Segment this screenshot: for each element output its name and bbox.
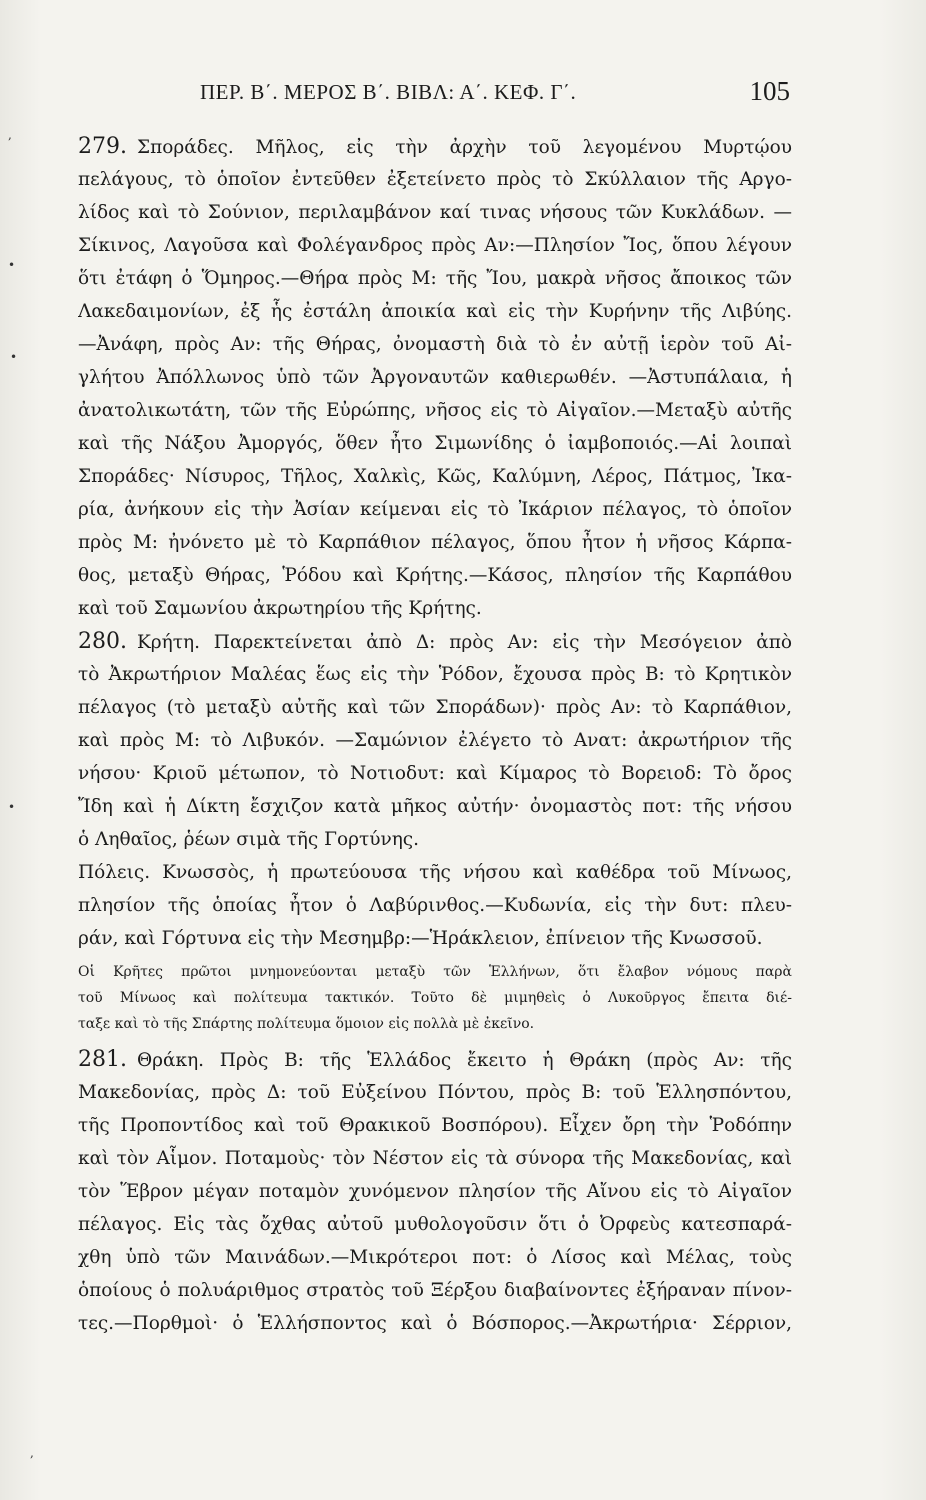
margin-mark: ,: [30, 1446, 34, 1460]
text-line: γλήτου Ἀπόλλωνος ὑπὸ τῶν Ἀργοναυτῶν καθιερωθέν. —Ἀστυπάλαια, ἡ: [78, 367, 792, 388]
running-head: ΠΕΡ. Β΄. ΜΕΡΟΣ Β΄. ΒΙΒΛ: Α΄. ΚΕΦ. Γ΄.: [200, 80, 577, 104]
text-line: πέλαγος (τὸ μεταξὺ αὐτῆς καὶ τῶν Σποράδων)· πρὸς Αν: τὸ Καρπάθιον,: [78, 697, 792, 718]
text-line: τὸ Ἀκρωτήριον Μαλέας ἕως εἰς τὴν Ῥόδον, ἔχουσα πρὸς Β: τὸ Κρητικὸν: [78, 664, 792, 685]
text-line: χθη ὑπὸ τῶν Μαινάδων.—Μικρότεροι ποτ: ὁ Λίσος καὶ Μέλας, τοὺς: [78, 1247, 792, 1268]
text-line: τες.—Πορθμοὶ· ὁ Ἑλλήσποντος καὶ ὁ Βόσπορος.—Ἀκρωτήρια· Σέρριον,: [78, 1313, 792, 1334]
text-line: πρὸς Μ: ἠνόνετο μὲ τὸ Καρπάθιον πέλαγος, ὅπου ἦτον ἡ νῆσος Κάρπα-: [78, 532, 792, 553]
text-line: λίδος καὶ τὸ Σούνιον, περιλαμβάνον καί τινας νήσους τῶν Κυκλάδων. —: [78, 202, 792, 223]
section-number: 279.: [78, 134, 127, 159]
section-279: [78, 130, 792, 625]
section-number: 280.: [78, 629, 127, 654]
text-line: 280. Κρήτη. Παρεκτείνεται ἀπὸ Δ: πρὸς Αν: εἰς τὴν Μεσόγειον ἀπὸ: [78, 629, 792, 654]
text-line: 281. Θράκη. Πρὸς Β: τῆς Ἑλλάδος ἔκειτο ἡ Θράκη (πρὸς Αν: τῆς: [78, 1047, 792, 1072]
text-line: ἀνατολικωτάτη, τῶν τῆς Εὐρώπης, νῆσος εἰς τὸ Αἰγαῖον.—Μεταξὺ αὐτῆς: [78, 400, 792, 421]
text-line: Ἴδη καὶ ἡ Δίκτη ἔσχιζον κατὰ μῆκος αὐτήν· ὀνομαστὸς ποτ: τῆς νήσου: [78, 796, 792, 817]
section-281: [78, 1043, 792, 1340]
text-line: ὁποίους ὁ πολυάριθμος στρατὸς τοῦ Ξέρξου διαβαίνοντες ἐξήραναν πίνον-: [78, 1280, 792, 1301]
text-line: Λακεδαιμονίων, ἐξ ἧς ἐστάλη ἀποικία καὶ εἰς τὴν Κυρήνην τῆς Λιβύης.: [78, 301, 792, 322]
text-line: ὁ Ληθαῖος, ῥέων σιμὰ τῆς Γορτύνης.: [78, 829, 420, 850]
note-line: ταξε καὶ τὸ τῆς Σπάρτης πολίτευμα ὅμοιον εἰς πολλὰ μὲ ἐκεῖνο.: [78, 1016, 535, 1032]
text-line: πελάγους, τὸ ὁποῖον ἐντεῦθεν ἐξετείνετο πρὸς τὸ Σκύλλαιον τῆς Αργο-: [78, 169, 792, 190]
margin-mark: •: [8, 258, 16, 272]
footnote: [78, 959, 792, 1037]
text-line: θος, μεταξὺ Θήρας, Ῥόδου καὶ Κρήτης.—Κάσος, πλησίον τῆς Καρπάθου: [78, 565, 792, 586]
text-line: ράν, καὶ Γόρτυνα εἰς τὴν Μεσημβρ:—Ἡράκλειον, ἐπίνειον τῆς Κνωσσοῦ.: [78, 928, 763, 949]
text-line: νήσου· Κριοῦ μέτωπον, τὸ Νοτιοδυτ: καὶ Κίμαρος τὸ Βορειοδ: Τὸ ὄρος: [78, 763, 792, 784]
text-line: Σποράδες· Νίσυρος, Τῆλος, Χαλκὶς, Κῶς, Καλύμνη, Λέρος, Πάτμος, Ἰκα-: [78, 466, 792, 487]
page-header: [200, 76, 790, 114]
text-line: καὶ τῆς Νάξου Ἀμοργός, ὅθεν ἦτο Σιμωνίδης ὁ ἰαμβοποιός.—Αἱ λοιπαὶ: [78, 433, 792, 454]
text-line: ρία, ἀνήκουν εἰς τὴν Ἀσίαν κείμεναι εἰς τὸ Ἰκάριον πέλαγος, τὸ ὁποῖον: [78, 499, 792, 520]
body-text: [78, 130, 792, 1340]
text-line: καὶ τὸν Αἷμον. Ποταμοὺς· τὸν Νέστον εἰς τὰ σύνορα τῆς Μακεδονίας, καὶ: [78, 1148, 792, 1169]
text-line: Μακεδονίας, πρὸς Δ: τοῦ Εὐξείνου Πόντου, πρὸς Β: τοῦ Ἑλλησπόντου,: [78, 1082, 792, 1103]
margin-mark: •: [10, 350, 18, 364]
section-number: 281.: [78, 1047, 127, 1072]
text-line: τὸν Ἕβρον μέγαν ποταμὸν χυνόμενον πλησίον τῆς Αἴνου εἰς τὸ Αἰγαῖον: [78, 1181, 792, 1202]
section-280: [78, 625, 792, 1037]
text-line: τῆς Προποντίδος καὶ τοῦ Θρακικοῦ Βοσπόρου). Εἶχεν ὄρη τὴν Ῥοδόπην: [78, 1115, 792, 1136]
text-line: 279. Σποράδες. Μῆλος, εἰς τὴν ἀρχὴν τοῦ λεγομένου Μυρτῴου: [78, 134, 792, 159]
margin-mark: ,: [8, 128, 12, 142]
text-line: —Ἀνάφη, πρὸς Αν: τῆς Θήρας, ὀνομαστὴ διὰ τὸ ἐν αὐτῇ ἱερὸν τοῦ Αἰ-: [78, 334, 792, 355]
text-line: καὶ τοῦ Σαμωνίου ἀκρωτηρίου τῆς Κρήτης.: [78, 598, 482, 619]
text-line: ὅτι ἐτάφη ὁ Ὅμηρος.—Θήρα πρὸς Μ: τῆς Ἴου, μακρὰ νῆσος ἄποικος τῶν: [78, 268, 792, 289]
text-line: Πόλεις. Κνωσσὸς, ἡ πρωτεύουσα τῆς νήσου καὶ καθέδρα τοῦ Μίνωος,: [78, 862, 792, 883]
note-line: Οἱ Κρῆτες πρῶτοι μνημονεύονται μεταξὺ τῶν Ἑλλήνων, ὅτι ἔλαβον νόμους παρὰ: [78, 964, 792, 980]
text-line: καὶ πρὸς Μ: τὸ Λιβυκόν. —Σαμώνιον ἐλέγετο τὸ Ανατ: ἀκρωτήριον τῆς: [78, 730, 792, 751]
text-line: πέλαγος. Εἰς τὰς ὄχθας αὐτοῦ μυθολογοῦσιν ὅτι ὁ Ὀρφεὺς κατεσπαρά-: [78, 1214, 792, 1235]
page-number: 105: [749, 76, 790, 106]
margin-mark: •: [8, 800, 16, 814]
note-line: τοῦ Μίνωος καὶ πολίτευμα τακτικόν. Τοῦτο δὲ μιμηθεὶς ὁ Λυκοῦργος ἔπειτα διέ-: [78, 990, 792, 1006]
text-line: Σίκινος, Λαγοῦσα καὶ Φολέγανδρος πρὸς Αν:—Πλησίον Ἴος, ὅπου λέγουν: [78, 235, 792, 256]
text-line: πλησίον τῆς ὁποίας ἦτον ὁ Λαβύρινθος.—Κυδωνία, εἰς τὴν δυτ: πλευ-: [78, 895, 792, 916]
